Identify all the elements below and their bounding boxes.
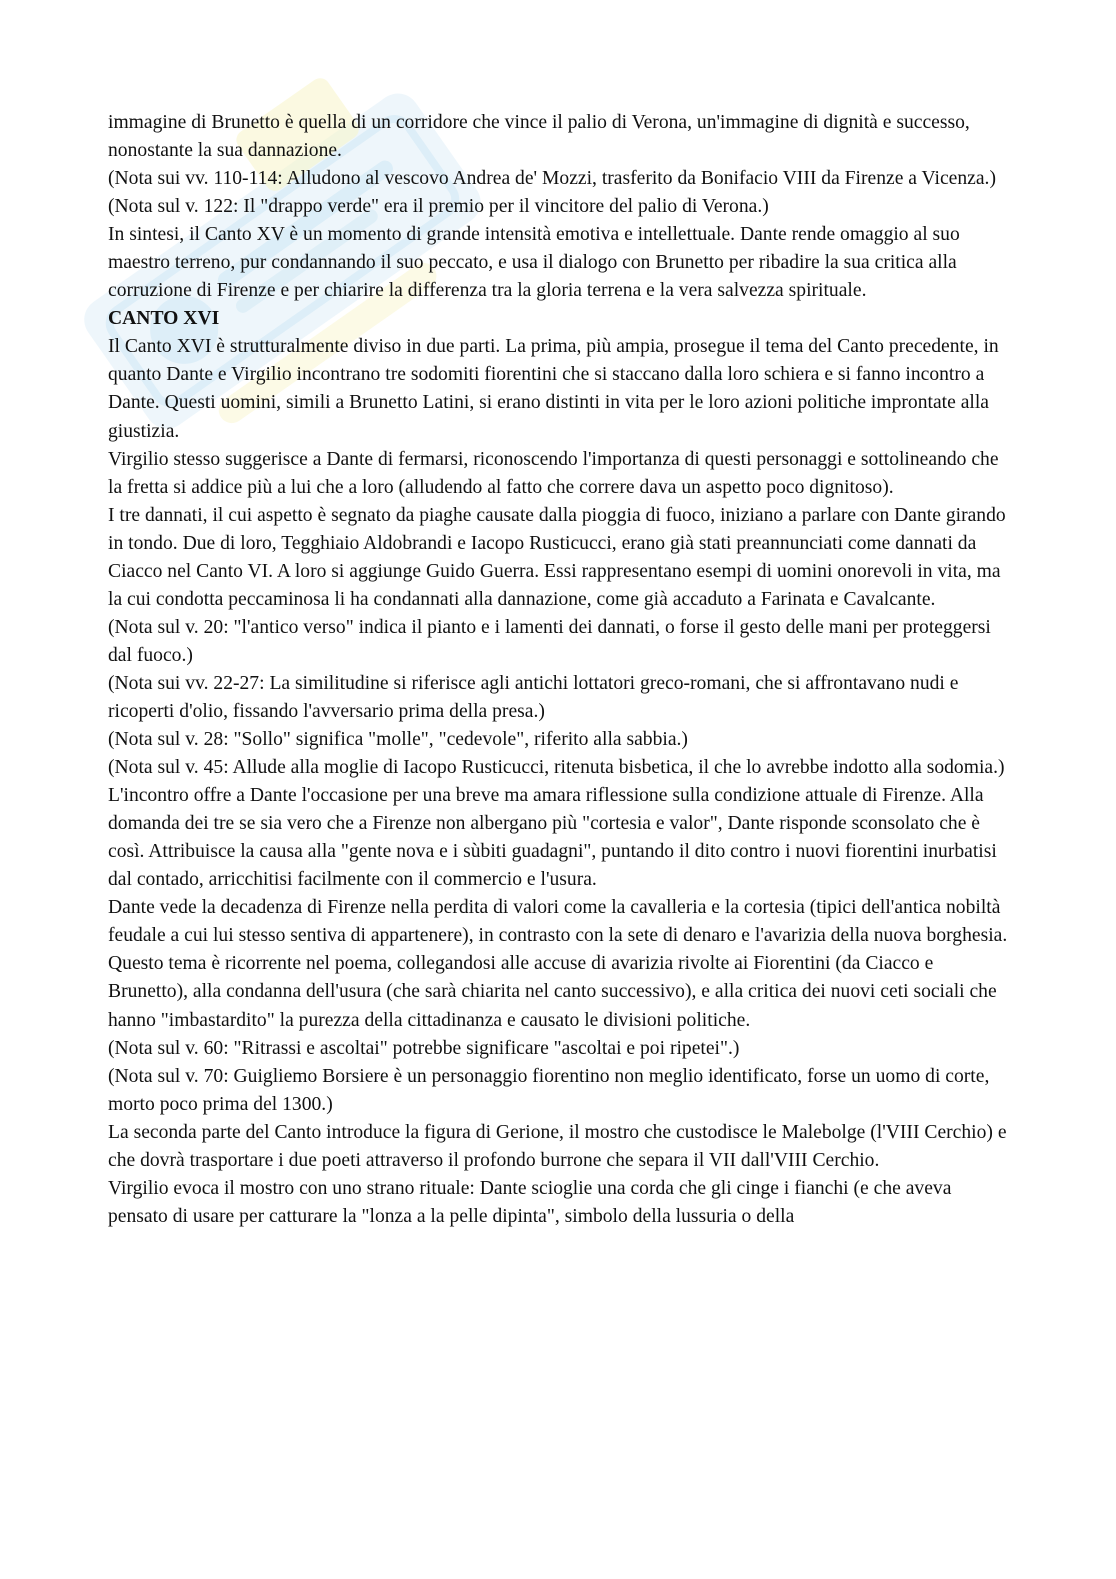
paragraph: immagine di Brunetto è quella di un corridore che vince il palio di Verona, un'immagine di dignità e successo, nonostante la sua dannazione. [108, 112, 970, 162]
paragraph: Virgilio evoca il mostro con uno strano rituale: Dante scioglie una corda che gli cinge i fianchi (e che aveva pensato di usare per catturare la "lonza a la pelle dipinta", simbolo della lussuria o della [108, 1177, 952, 1227]
paragraph: L'incontro offre a Dante l'occasione per una breve ma amara riflessione sulla condizione attuale di Firenze. Alla domanda dei tre se sia vero che a Firenze non albergano più "cortesia e valor", Dante risponde sconsolato che è così. Attribuisce la causa alla "gente nova e i sùbiti guadagni", puntando il dito contro i nuovi fiorentini inurbatisi dal contado, arricchitisi facilmente con il commercio e l'usura. [108, 785, 997, 891]
paragraph: Il Canto XVI è strutturalmente diviso in due parti. La prima, più ampia, prosegue il tema del Canto precedente, in quanto Dante e Virgilio incontrano tre sodomiti fiorentini che si staccano dalla loro schiera e si fanno incontro a Dante. Questi uomini, simili a Brunetto Latini, si erano distinti in vita per le loro azioni politiche improntate alla giustizia. [108, 336, 999, 442]
note-paragraph: (Nota sui vv. 22-27: La similitudine si riferisce agli antichi lottatori greco-romani, che si affrontavano nudi e ricoperti d'olio, fissando l'avversario prima della presa.) [108, 672, 959, 722]
note-paragraph: (Nota sul v. 60: "Ritrassi e ascoltai" potrebbe significare "ascoltai e poi ripetei".) [108, 1037, 740, 1059]
paragraph: Virgilio stesso suggerisce a Dante di fermarsi, riconoscendo l'importanza di questi personaggi e sottolineando che la fretta si addice più a lui che a loro (alludendo al fatto che correre dava un aspetto poco dignitoso). [108, 448, 999, 498]
note-paragraph: (Nota sul v. 122: Il "drappo verde" era il premio per il vincitore del palio di Verona.) [108, 196, 769, 218]
paragraph: La seconda parte del Canto introduce la figura di Gerione, il mostro che custodisce le Malebolge (l'VIII Cerchio) e che dovrà trasportare i due poeti attraverso il profondo burrone che separa il VII dall'VIII Cerchio. [108, 1121, 1007, 1171]
note-paragraph: (Nota sul v. 20: "l'antico verso" indica il pianto e i lamenti dei dannati, o forse il gesto delle mani per proteggersi dal fuoco.) [108, 616, 991, 666]
note-paragraph: (Nota sui vv. 110-114: Alludono al vescovo Andrea de' Mozzi, trasferito da Bonifacio VIII da Firenze a Vicenza.) [108, 168, 996, 190]
paragraph: Dante vede la decadenza di Firenze nella perdita di valori come la cavalleria e la cortesia (tipici dell'antica nobiltà feudale a cui lui stesso sentiva di appartenere), in contrasto con la sete di denaro e l'avarizia della nuova borghesia. Questo tema è ricorrente nel poema, collegandosi alle accuse di avarizia rivolte ai Fiorentini (da Ciacco e Brunetto), alla condanna dell'usura (che sarà chiarita nel canto successivo), e alla critica dei nuovi ceti sociali che hanno "imbastardito" la purezza della cittadinanza e causato le divisioni politiche. [108, 897, 1008, 1031]
document-body [108, 109, 1013, 1231]
note-paragraph: (Nota sul v. 28: "Sollo" significa "molle", "cedevole", riferito alla sabbia.) [108, 729, 688, 751]
section-heading: CANTO XVI [108, 308, 220, 330]
paragraph: In sintesi, il Canto XV è un momento di grande intensità emotiva e intellettuale. Dante rende omaggio al suo maestro terreno, pur condannando il suo peccato, e usa il dialogo con Brunetto per ribadire la sua critica alla corruzione di Firenze e per chiarire la differenza tra la gloria terrena e la vera salvezza spirituale. [108, 224, 960, 302]
paragraph: I tre dannati, il cui aspetto è segnato da piaghe causate dalla pioggia di fuoco, iniziano a parlare con Dante girando in tondo. Due di loro, Tegghiaio Aldobrandi e Iacopo Rusticucci, erano già stati preannunciati come dannati da Ciacco nel Canto VI. A loro si aggiunge Guido Guerra. Essi rappresentano esempi di uomini onorevoli in vita, ma la cui condotta peccaminosa li ha condannati alla dannazione, come già accaduto a Farinata e Cavalcante. [108, 504, 1006, 610]
note-paragraph: (Nota sul v. 70: Guigliemo Borsiere è un personaggio fiorentino non meglio identificato, forse un uomo di corte, morto poco prima del 1300.) [108, 1065, 990, 1115]
note-paragraph: (Nota sul v. 45: Allude alla moglie di Iacopo Rusticucci, ritenuta bisbetica, il che lo avrebbe indotto alla sodomia.) [108, 757, 1005, 779]
